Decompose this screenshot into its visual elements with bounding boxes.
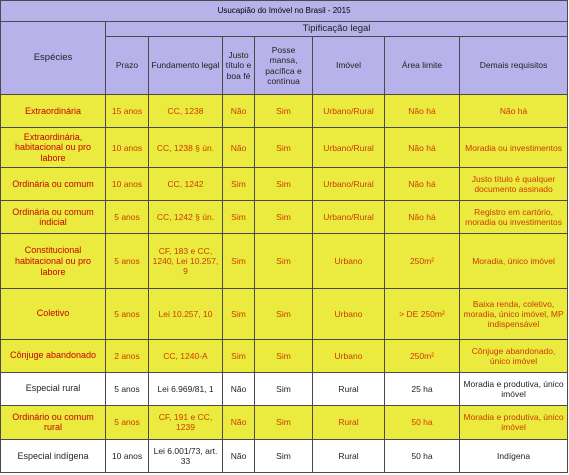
cell-fundamento: CF, 191 e CC, 1239 bbox=[149, 405, 223, 439]
cell-fundamento: CC, 1242 § ún. bbox=[149, 201, 223, 234]
header-demais-requisitos: Demais requisitos bbox=[460, 37, 568, 95]
cell-imovel: Urbano/Rural bbox=[313, 95, 385, 128]
cell-justo-titulo: Sim bbox=[223, 234, 255, 288]
cell-area-limite: 250m² bbox=[385, 234, 460, 288]
cell-demais-requisitos: Moradia, único imóvel bbox=[460, 234, 568, 288]
cell-especie: Extraordinária bbox=[1, 95, 106, 128]
header-imovel: Imóvel bbox=[313, 37, 385, 95]
table-body bbox=[1, 95, 568, 473]
header-especies: Espécies bbox=[1, 22, 106, 95]
cell-prazo: 15 anos bbox=[106, 95, 149, 128]
cell-demais-requisitos: Moradia e produtiva, único imóvel bbox=[460, 372, 568, 405]
cell-area-limite: Não há bbox=[385, 201, 460, 234]
cell-fundamento: CC, 1238 bbox=[149, 95, 223, 128]
cell-area-limite: > DE 250m² bbox=[385, 288, 460, 339]
cell-demais-requisitos: Moradia e produtiva, único imóvel bbox=[460, 405, 568, 439]
cell-fundamento: Lei 6.969/81, 1 bbox=[149, 372, 223, 405]
cell-fundamento: CC, 1238 § ún. bbox=[149, 128, 223, 168]
cell-area-limite: Não há bbox=[385, 128, 460, 168]
header-posse: Posse mansa, pacífica e contínua bbox=[255, 37, 313, 95]
cell-demais-requisitos: Cônjuge abandonado, único imóvel bbox=[460, 339, 568, 372]
cell-imovel: Urbano/Rural bbox=[313, 201, 385, 234]
cell-especie: Ordinária ou comum indicial bbox=[1, 201, 106, 234]
cell-imovel: Urbano/Rural bbox=[313, 128, 385, 168]
cell-demais-requisitos: Justo título é qualquer documento assinado bbox=[460, 168, 568, 201]
table-row bbox=[1, 234, 568, 288]
cell-area-limite: 25 ha bbox=[385, 372, 460, 405]
cell-especie: Extraordinária, habitacional ou pro labore bbox=[1, 128, 106, 168]
cell-imovel: Rural bbox=[313, 372, 385, 405]
cell-justo-titulo: Não bbox=[223, 439, 255, 472]
cell-prazo: 5 anos bbox=[106, 405, 149, 439]
cell-posse: Sim bbox=[255, 372, 313, 405]
cell-area-limite: 50 ha bbox=[385, 439, 460, 472]
cell-especie: Especial rural bbox=[1, 372, 106, 405]
table-row bbox=[1, 339, 568, 372]
cell-posse: Sim bbox=[255, 95, 313, 128]
table-row bbox=[1, 201, 568, 234]
cell-fundamento: CF, 183 e CC, 1240, Lei 10.257, 9 bbox=[149, 234, 223, 288]
cell-imovel: Urbano bbox=[313, 288, 385, 339]
cell-fundamento: CC, 1240-A bbox=[149, 339, 223, 372]
cell-demais-requisitos: Indígena bbox=[460, 439, 568, 472]
cell-imovel: Urbano/Rural bbox=[313, 168, 385, 201]
cell-posse: Sim bbox=[255, 201, 313, 234]
cell-especie: Ordinário ou comum rural bbox=[1, 405, 106, 439]
cell-justo-titulo: Não bbox=[223, 372, 255, 405]
cell-justo-titulo: Não bbox=[223, 95, 255, 128]
header-justo-titulo: Justo título e boa fé bbox=[223, 37, 255, 95]
cell-especie: Ordinária ou comum bbox=[1, 168, 106, 201]
cell-prazo: 5 anos bbox=[106, 288, 149, 339]
table-row bbox=[1, 405, 568, 439]
header-tipificacao: Tipificação legal bbox=[106, 22, 568, 37]
cell-fundamento: Lei 10.257, 10 bbox=[149, 288, 223, 339]
cell-area-limite: Não há bbox=[385, 168, 460, 201]
cell-justo-titulo: Não bbox=[223, 128, 255, 168]
cell-prazo: 5 anos bbox=[106, 372, 149, 405]
cell-fundamento: Lei 6.001/73, art. 33 bbox=[149, 439, 223, 472]
cell-fundamento: CC, 1242 bbox=[149, 168, 223, 201]
cell-imovel: Urbano bbox=[313, 339, 385, 372]
cell-prazo: 5 anos bbox=[106, 201, 149, 234]
cell-justo-titulo: Não bbox=[223, 405, 255, 439]
table-row bbox=[1, 439, 568, 472]
cell-prazo: 10 anos bbox=[106, 168, 149, 201]
cell-demais-requisitos: Registro em cartório, moradia ou investimentos bbox=[460, 201, 568, 234]
cell-imovel: Urbano bbox=[313, 234, 385, 288]
cell-demais-requisitos: Moradia ou investimentos bbox=[460, 128, 568, 168]
cell-area-limite: 50 ha bbox=[385, 405, 460, 439]
table-row bbox=[1, 288, 568, 339]
cell-area-limite: Não há bbox=[385, 95, 460, 128]
cell-especie: Especial indígena bbox=[1, 439, 106, 472]
cell-demais-requisitos: Baixa renda, coletivo, moradia, único imóvel, MP indispensável bbox=[460, 288, 568, 339]
cell-demais-requisitos: Não há bbox=[460, 95, 568, 128]
header-area-limite: Área limite bbox=[385, 37, 460, 95]
cell-posse: Sim bbox=[255, 405, 313, 439]
cell-especie: Constitucional habitacional ou pro labore bbox=[1, 234, 106, 288]
cell-justo-titulo: Sim bbox=[223, 339, 255, 372]
header-fundamento: Fundamento legal bbox=[149, 37, 223, 95]
cell-posse: Sim bbox=[255, 128, 313, 168]
cell-imovel: Rural bbox=[313, 439, 385, 472]
cell-imovel: Rural bbox=[313, 405, 385, 439]
table-row bbox=[1, 168, 568, 201]
cell-posse: Sim bbox=[255, 339, 313, 372]
cell-prazo: 10 anos bbox=[106, 128, 149, 168]
table-row bbox=[1, 372, 568, 405]
cell-area-limite: 250m² bbox=[385, 339, 460, 372]
cell-posse: Sim bbox=[255, 288, 313, 339]
cell-prazo: 10 anos bbox=[106, 439, 149, 472]
cell-especie: Cônjuge abandonado bbox=[1, 339, 106, 372]
cell-justo-titulo: Sim bbox=[223, 201, 255, 234]
header-prazo: Prazo bbox=[106, 37, 149, 95]
cell-justo-titulo: Sim bbox=[223, 168, 255, 201]
cell-prazo: 5 anos bbox=[106, 234, 149, 288]
cell-posse: Sim bbox=[255, 439, 313, 472]
cell-especie: Coletivo bbox=[1, 288, 106, 339]
table-row bbox=[1, 95, 568, 128]
cell-posse: Sim bbox=[255, 234, 313, 288]
cell-justo-titulo: Sim bbox=[223, 288, 255, 339]
table-row bbox=[1, 128, 568, 168]
cell-posse: Sim bbox=[255, 168, 313, 201]
cell-prazo: 2 anos bbox=[106, 339, 149, 372]
table-title: Usucapião do Imóvel no Brasil - 2015 bbox=[1, 1, 568, 22]
